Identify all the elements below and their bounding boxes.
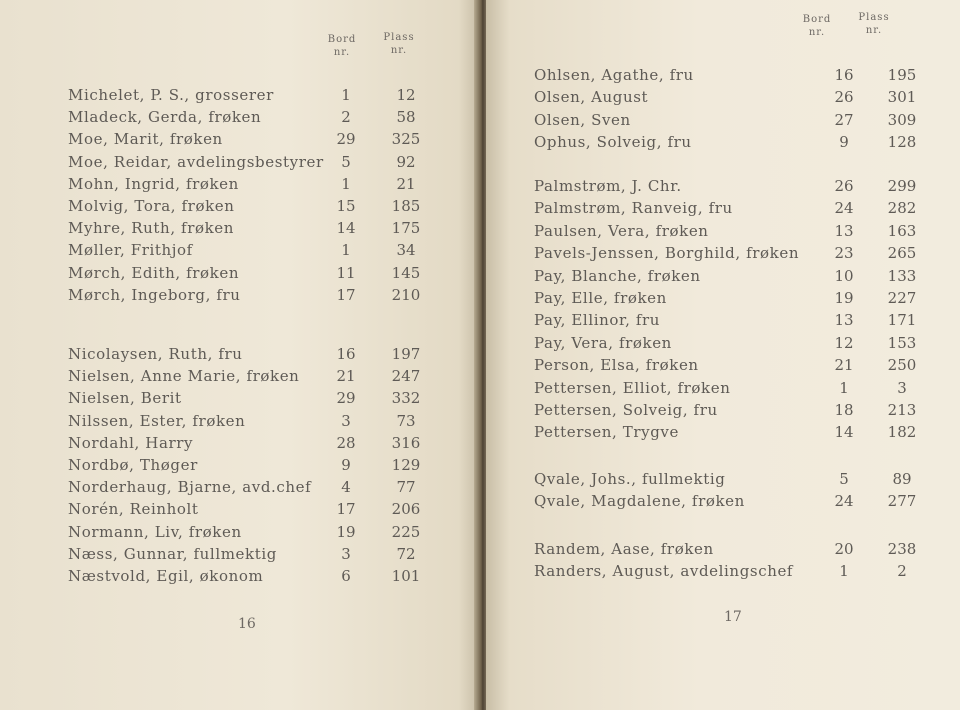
entry-row (68, 175, 468, 197)
entry-row (68, 478, 468, 500)
entry-row (68, 108, 468, 130)
entry-name: Pay, Ellinor, fru (534, 311, 661, 330)
entry-bord: 2 (341, 108, 351, 127)
entry-name: Norén, Reinholt (68, 500, 199, 519)
entry-name: Palmstrøm, Ranveig, fru (534, 199, 733, 218)
entry-row (68, 345, 468, 367)
entry-row (68, 389, 468, 411)
entry-bord: 15 (336, 197, 356, 215)
entry-plass: 282 (887, 199, 917, 218)
entry-plass: 213 (887, 401, 917, 419)
entry-row (534, 289, 954, 311)
entry-bord: 11 (336, 263, 356, 282)
entry-plass: 153 (887, 333, 917, 352)
entry-name: Pavels-Jenssen, Borghild, frøken (534, 244, 800, 263)
entry-plass: 309 (887, 110, 917, 129)
entry-row (534, 311, 954, 333)
entry-bord: 29 (336, 130, 356, 149)
entry-row (534, 88, 954, 110)
entry-name: Randem, Aase, frøken (534, 540, 714, 558)
entry-name: Paulsen, Vera, frøken (534, 221, 709, 240)
entry-name: Ophus, Solveig, fru (534, 133, 692, 152)
entry-name: Norderhaug, Bjarne, avd.chef (68, 478, 312, 497)
entry-plass: 316 (391, 433, 421, 452)
entry-row (68, 567, 468, 589)
entry-name: Mørch, Edith, frøken (68, 263, 240, 282)
entry-plass: 73 (396, 411, 416, 430)
entry-row (534, 133, 954, 155)
entry-bord: 18 (834, 401, 854, 419)
entry-bord: 14 (336, 219, 356, 238)
entry-plass: 250 (887, 356, 917, 375)
entry-bord: 17 (336, 285, 356, 304)
entry-plass: 301 (887, 88, 917, 107)
entry-plass: 182 (887, 423, 917, 442)
entry-bord: 5 (341, 152, 351, 171)
page-number: 17 (724, 609, 742, 625)
entry-row (68, 434, 468, 456)
entry-name: Palmstrøm, J. Chr. (534, 177, 682, 195)
entry-bord: 1 (341, 174, 351, 193)
plass-header-sub: nr. (865, 25, 883, 36)
entry-row (534, 379, 954, 401)
bord-header-sub: nr. (808, 27, 826, 38)
entry-plass: 128 (887, 133, 917, 152)
entry-row (68, 219, 468, 241)
entry-bord: 13 (834, 311, 854, 330)
entry-bord: 13 (834, 221, 854, 240)
entry-plass: 2 (897, 562, 907, 581)
entry-row (68, 241, 468, 263)
entry-plass: 332 (391, 389, 421, 408)
bord-header-sub: nr. (333, 47, 351, 58)
left-page (0, 0, 478, 710)
bord-header-label: Bord (802, 14, 832, 25)
entry-plass: 227 (887, 289, 917, 307)
entry-bord: 19 (336, 522, 356, 541)
entry-bord: 16 (336, 345, 356, 363)
entry-plass: 3 (897, 378, 907, 397)
entry-name: Nielsen, Berit (68, 389, 182, 408)
entry-bord: 5 (839, 470, 849, 488)
entry-name: Randers, August, avdelingschef (534, 562, 794, 581)
plass-column-header (844, 11, 904, 37)
entry-bord: 21 (336, 367, 356, 386)
entry-bord: 26 (834, 177, 854, 195)
entry-plass: 265 (887, 244, 917, 263)
entry-row (534, 401, 954, 423)
page-number: 16 (238, 616, 256, 632)
entry-plass: 77 (396, 478, 416, 497)
entry-plass: 133 (887, 266, 917, 285)
entry-plass: 325 (391, 130, 421, 149)
entry-name: Mørch, Ingeborg, fru (68, 285, 241, 304)
entry-row (534, 177, 954, 199)
entry-bord: 17 (336, 500, 356, 519)
entry-row (68, 456, 468, 478)
entry-row (68, 367, 468, 389)
entry-name: Olsen, August (534, 88, 649, 107)
entry-name: Michelet, P. S., grosserer (68, 86, 274, 104)
entry-bord: 10 (834, 266, 854, 285)
entry-plass: 197 (391, 345, 421, 363)
entry-row (534, 66, 954, 88)
entry-row (534, 199, 954, 221)
entry-name: Pay, Blanche, frøken (534, 266, 701, 285)
entry-name: Olsen, Sven (534, 110, 631, 129)
bord-header-label: Bord (327, 34, 357, 45)
plass-header-label: Plass (383, 32, 415, 43)
entry-name: Pay, Vera, frøken (534, 333, 672, 352)
entry-row (534, 334, 954, 356)
entry-bord: 29 (336, 389, 356, 408)
entry-row (68, 500, 468, 522)
entry-plass: 210 (391, 285, 421, 304)
entry-bord: 9 (341, 456, 351, 474)
entry-name: Pettersen, Solveig, fru (534, 401, 718, 419)
entry-bord: 4 (341, 478, 351, 497)
entry-name: Moe, Reidar, avdelingsbestyrer (68, 152, 324, 171)
entry-name: Myhre, Ruth, frøken (68, 219, 235, 238)
entry-name: Nielsen, Anne Marie, frøken (68, 367, 300, 386)
entry-name: Nordahl, Harry (68, 433, 194, 452)
entry-row (68, 130, 468, 152)
entry-name: Nicolaysen, Ruth, fru (68, 345, 243, 363)
entry-row (534, 492, 954, 514)
entry-bord: 21 (834, 356, 854, 375)
entry-row (534, 244, 954, 266)
entry-row (68, 286, 468, 308)
entry-bord: 1 (341, 241, 351, 260)
entry-name: Næstvold, Egil, økonom (68, 567, 264, 585)
entry-row (534, 267, 954, 289)
entry-row (68, 153, 468, 175)
entry-bord: 14 (834, 423, 854, 442)
entry-name: Person, Elsa, frøken (534, 356, 699, 375)
entry-plass: 163 (887, 221, 917, 240)
plass-header-label: Plass (858, 12, 890, 23)
entry-row (534, 222, 954, 244)
entry-bord: 1 (341, 86, 351, 104)
entry-plass: 247 (391, 367, 421, 386)
entry-plass: 34 (396, 241, 416, 260)
entry-row (534, 470, 954, 492)
entry-bord: 24 (834, 199, 854, 218)
entry-bord: 12 (834, 333, 854, 352)
entry-plass: 171 (887, 311, 917, 330)
entry-plass: 277 (887, 492, 917, 511)
entry-row (68, 86, 468, 108)
entry-name: Qvale, Johs., fullmektig (534, 470, 726, 488)
entry-bord: 23 (834, 244, 854, 263)
bord-column-header (312, 33, 372, 59)
entry-bord: 16 (834, 66, 854, 84)
entry-bord: 3 (341, 544, 351, 563)
entry-name: Pettersen, Elliot, frøken (534, 378, 731, 397)
entry-plass: 238 (887, 540, 917, 558)
entry-row (534, 562, 954, 584)
entry-bord: 19 (834, 289, 854, 307)
entry-plass: 58 (396, 108, 416, 127)
entry-plass: 92 (396, 152, 416, 171)
entry-row (68, 197, 468, 219)
entry-plass: 101 (391, 567, 421, 585)
entry-name: Mohn, Ingrid, frøken (68, 174, 239, 193)
entry-plass: 206 (391, 500, 421, 519)
plass-header-sub: nr. (390, 45, 408, 56)
entry-bord: 20 (834, 540, 854, 558)
entry-row (68, 545, 468, 567)
entry-bord: 3 (341, 411, 351, 430)
entry-plass: 72 (396, 544, 416, 563)
entry-name: Nordbø, Thøger (68, 456, 198, 474)
bord-column-header (787, 13, 847, 39)
entry-plass: 195 (887, 66, 917, 84)
entry-name: Moe, Marit, frøken (68, 130, 223, 149)
entry-bord: 24 (834, 492, 854, 511)
entry-name: Mladeck, Gerda, frøken (68, 108, 262, 127)
entry-bord: 26 (834, 88, 854, 107)
entry-plass: 225 (391, 522, 421, 541)
entry-row (68, 264, 468, 286)
entry-row (534, 540, 954, 562)
entry-bord: 1 (839, 562, 849, 581)
entry-plass: 175 (391, 219, 421, 238)
entry-row (534, 111, 954, 133)
entry-row (534, 356, 954, 378)
plass-column-header (369, 31, 429, 57)
entry-plass: 299 (887, 177, 917, 195)
entry-name: Møller, Frithjof (68, 241, 193, 260)
entry-name: Normann, Liv, frøken (68, 522, 242, 541)
entry-plass: 129 (391, 456, 421, 474)
right-page (486, 0, 960, 710)
entry-bord: 6 (341, 567, 351, 585)
entry-bord: 9 (839, 133, 849, 152)
entry-name: Ohlsen, Agathe, fru (534, 66, 694, 84)
entry-bord: 27 (834, 110, 854, 129)
entry-row (68, 412, 468, 434)
entry-name: Pay, Elle, frøken (534, 289, 667, 307)
entry-row (534, 423, 954, 445)
entry-name: Pettersen, Trygve (534, 423, 679, 442)
entry-name: Nilssen, Ester, frøken (68, 411, 246, 430)
entry-plass: 145 (391, 263, 421, 282)
entry-plass: 21 (396, 174, 416, 193)
entry-row (68, 523, 468, 545)
entry-name: Qvale, Magdalene, frøken (534, 492, 745, 511)
entry-plass: 12 (396, 86, 416, 104)
entry-name: Næss, Gunnar, fullmektig (68, 544, 277, 563)
entry-name: Molvig, Tora, frøken (68, 197, 235, 215)
entry-bord: 28 (336, 433, 356, 452)
entry-bord: 1 (839, 378, 849, 397)
entry-plass: 89 (892, 470, 912, 488)
entry-plass: 185 (391, 197, 421, 215)
